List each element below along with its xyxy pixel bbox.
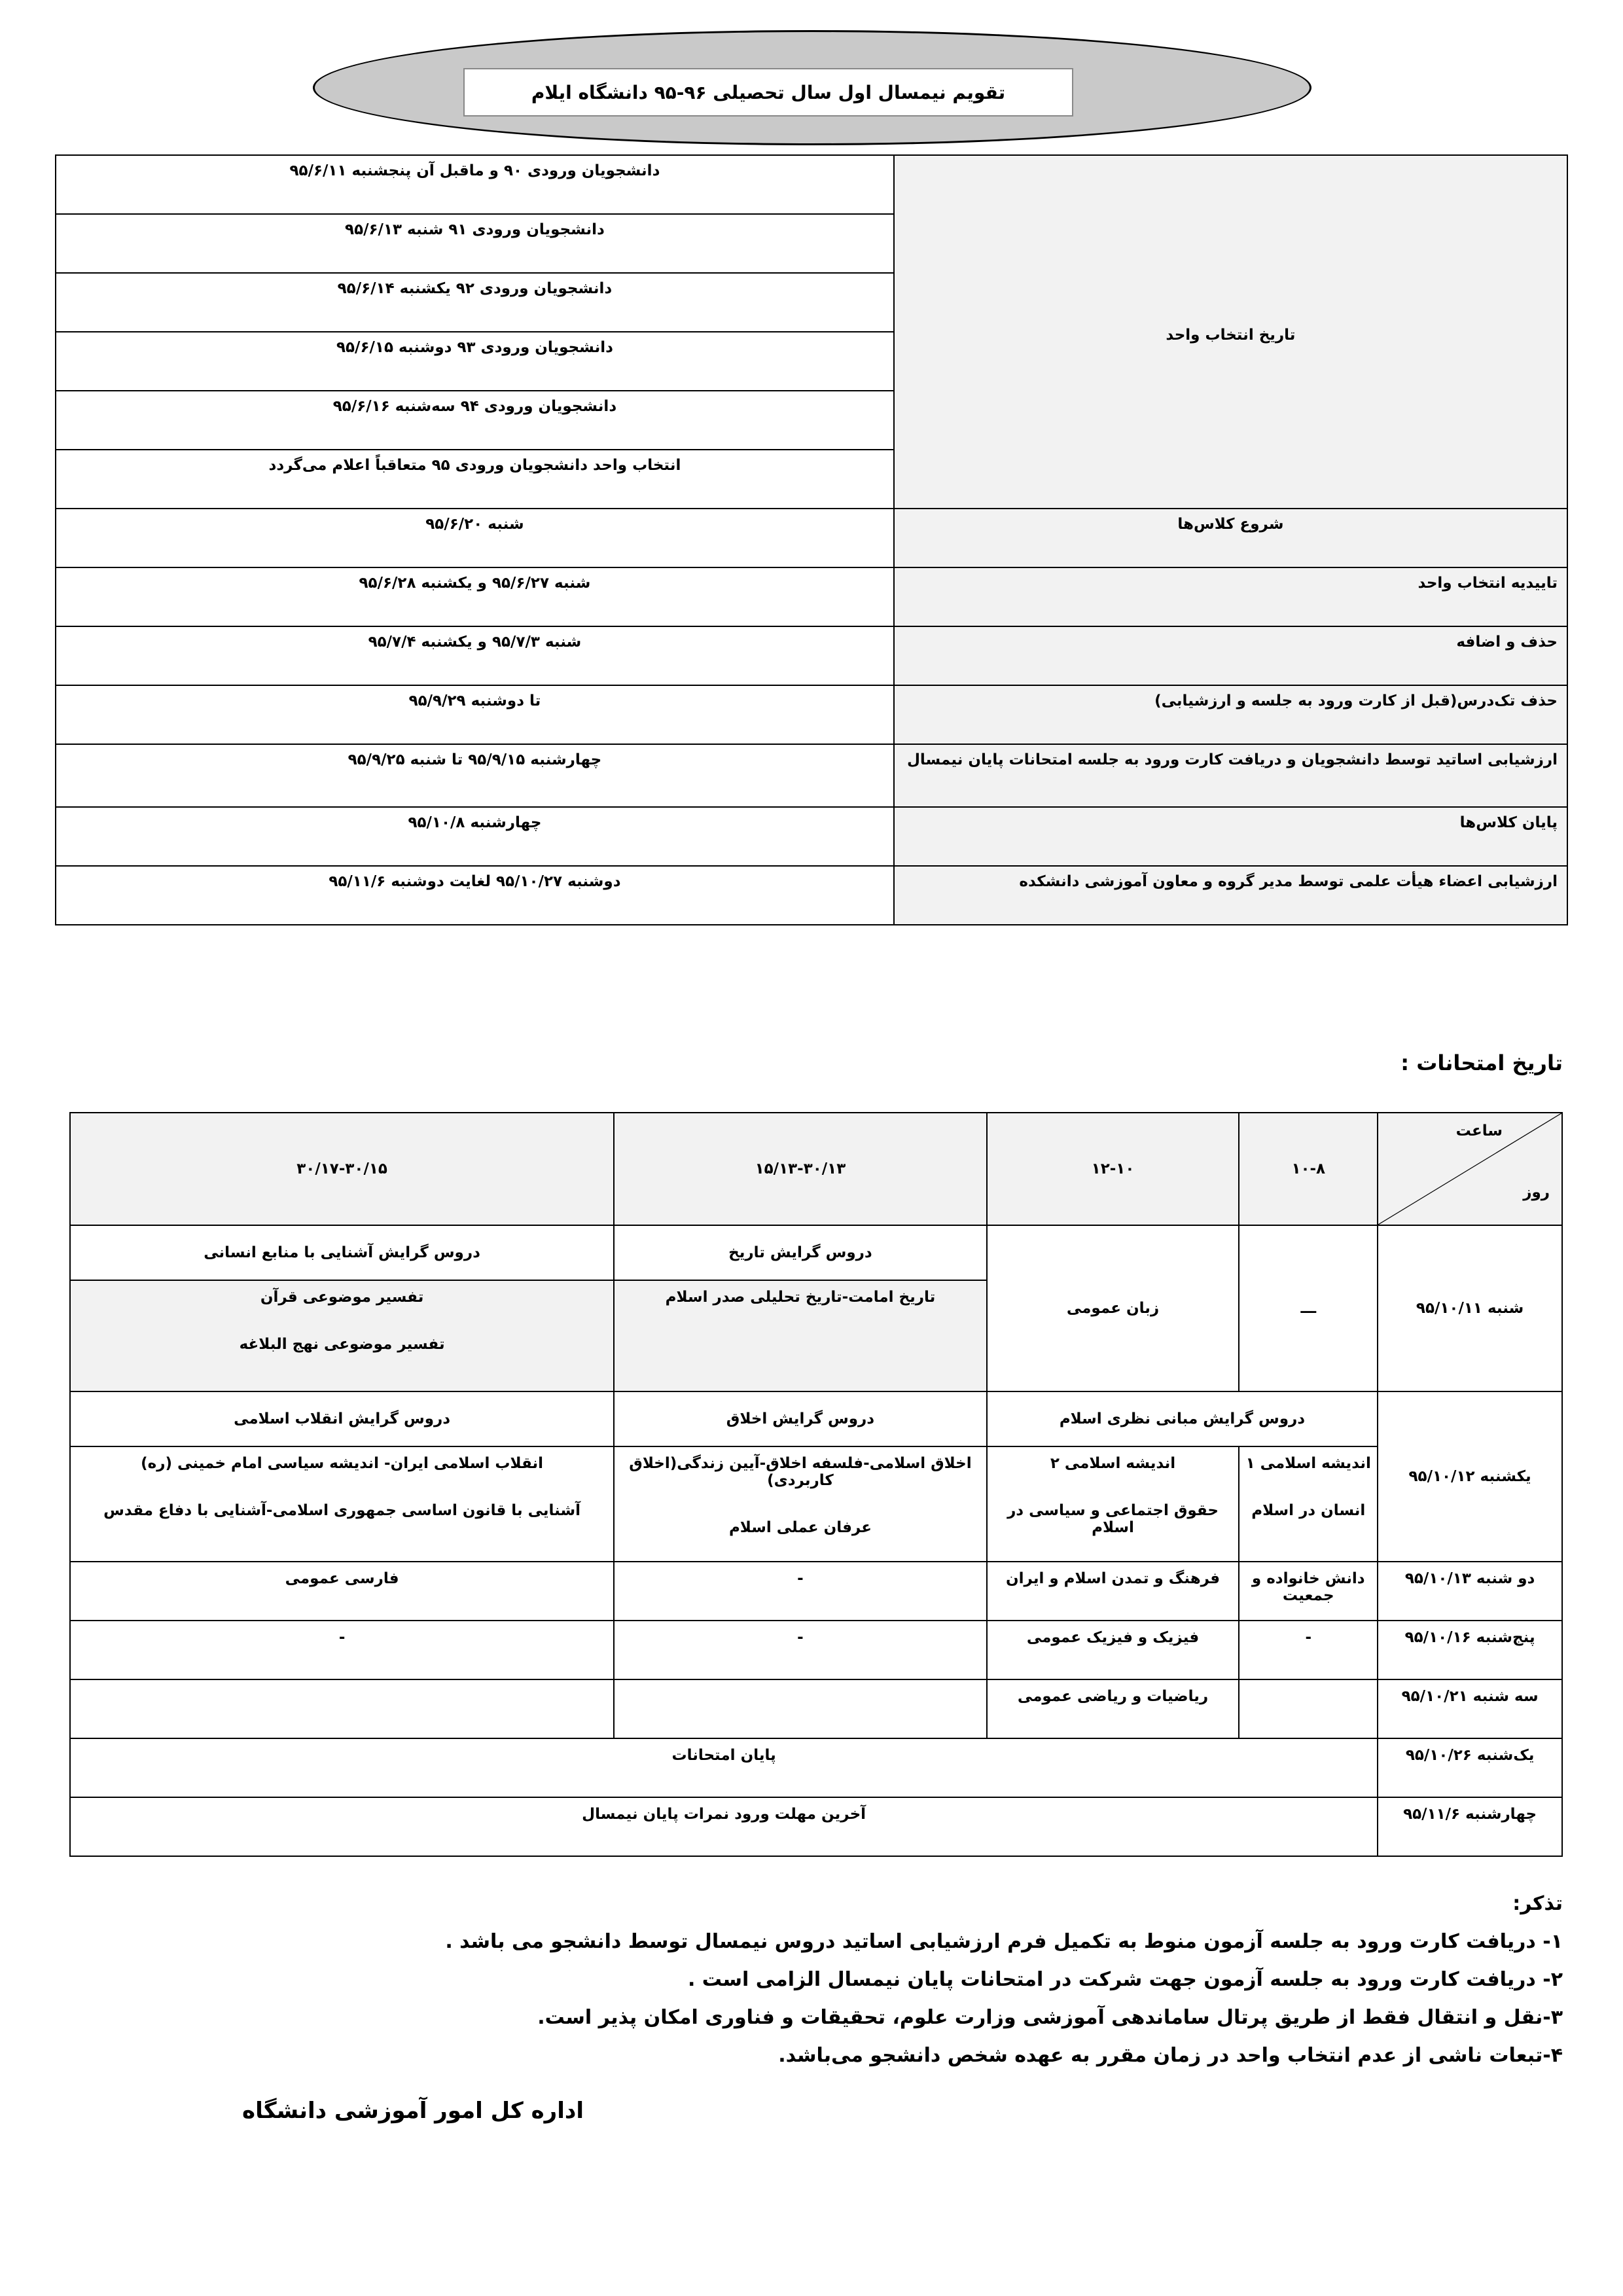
calendar-item-value: شنبه ۹۵/۶/۲۰: [56, 509, 894, 567]
exam-cell: دانش خانواده و جمعیت: [1239, 1562, 1378, 1621]
exam-note: آخرین مهلت ورود نمرات پایان نیمسال: [70, 1797, 1378, 1856]
unit-selection-row: دانشجویان ورودی ۹۳ دوشنبه ۹۵/۶/۱۵: [56, 332, 894, 391]
exam-cell: [614, 1679, 986, 1738]
calendar-item-value: تا دوشنبه ۹۵/۹/۲۹: [56, 685, 894, 744]
exam-course: تفسیر موضوعی قرآن: [260, 1289, 424, 1306]
exam-cell: [1239, 1446, 1378, 1562]
exam-date: پنج‌شنبه ۹۵/۱۰/۱۶: [1378, 1621, 1562, 1679]
exam-note: پایان امتحانات: [70, 1738, 1378, 1797]
header-day-label: روز: [1523, 1184, 1550, 1201]
exam-cell: [614, 1446, 986, 1562]
exam-group-heading: دروس گرایش تاریخ: [614, 1225, 986, 1280]
calendar-item-value: شنبه ۹۵/۶/۲۷ و یکشنبه ۹۵/۶/۲۸: [56, 567, 894, 626]
note-item: ۳-نقل و انتقال فقط از طریق پرتال ساماندهی آموزشی وزارت علوم، تحقیقات و فناوری امکان پذیر است.: [537, 2006, 1563, 2029]
calendar-item-value: شنبه ۹۵/۷/۳ و یکشنبه ۹۵/۷/۴: [56, 626, 894, 685]
exam-date: سه شنبه ۹۵/۱۰/۲۱: [1378, 1679, 1562, 1738]
exam-group-heading: دروس گرایش آشنایی با منابع انسانی: [70, 1225, 614, 1280]
exam-cell: فیزیک و فیزیک عمومی: [987, 1621, 1240, 1679]
calendar-item-label: حذف تک‌درس(قبل از کارت ورود به جلسه و ارزشیابی): [894, 685, 1567, 744]
exam-date: دو شنبه ۹۵/۱۰/۱۳: [1378, 1562, 1562, 1621]
exam-schedule-heading: تاریخ امتحانات :: [1400, 1050, 1563, 1075]
exam-course: عرفان عملی اسلام: [728, 1519, 872, 1536]
unit-selection-row: دانشجویان ورودی ۹۰ و ماقبل آن پنجشنبه ۹۵/۶/۱۱: [56, 155, 894, 214]
footer-signature: اداره کل امور آموزشی دانشگاه: [242, 2098, 584, 2124]
exam-course: انسان در اسلام: [1251, 1502, 1366, 1519]
exam-course: انقلاب اسلامی ایران- اندیشه سیاسی امام خمینی (ره): [141, 1455, 544, 1472]
exam-cell: تاریخ امامت-تاریخ تحلیلی صدر اسلام: [614, 1280, 986, 1391]
calendar-item-value: چهارشنبه ۹۵/۹/۱۵ تا شنبه ۹۵/۹/۲۵: [56, 744, 894, 807]
header-corner-cell: [1378, 1113, 1562, 1225]
note-item: ۴-تبعات ناشی از عدم انتخاب واحد در زمان مقرر به عهده شخص دانشجو می‌باشد.: [778, 2044, 1563, 2067]
header-slot: ۳۰/۱۷-۳۰/۱۵: [70, 1113, 614, 1225]
exam-schedule-table: [69, 1112, 1563, 1857]
exam-course: اندیشه اسلامی ۱: [1245, 1455, 1371, 1472]
notes-section: [445, 1885, 1563, 2075]
unit-selection-label: تاریخ انتخاب واحد: [894, 155, 1567, 509]
exam-cell: -: [1239, 1621, 1378, 1679]
exam-course: آشنایی با قانون اساسی جمهوری اسلامی-آشنایی با دفاع مقدس: [103, 1502, 581, 1519]
calendar-item-label: ارزشیابی اساتید توسط دانشجویان و دریافت کارت ورود به جلسه امتحانات پایان نیمسال: [894, 744, 1567, 807]
unit-selection-row: دانشجویان ورودی ۹۲ یکشنبه ۹۵/۶/۱۴: [56, 273, 894, 332]
exam-course: حقوق اجتماعی و سیاسی در اسلام: [1007, 1502, 1219, 1536]
calendar-item-label: شروع کلاس‌ها: [894, 509, 1567, 567]
unit-selection-row: دانشجویان ورودی ۹۱ شنبه ۹۵/۶/۱۳: [56, 214, 894, 273]
note-item: ۱- دریافت کارت ورود به جلسه آزمون منوط به تکمیل فرم ارزشیابی اساتید دروس نیمسال توسط دانشجو می باشد .: [445, 1930, 1563, 1953]
exam-course: تفسیر موضوعی نهج البلاغه: [239, 1336, 445, 1353]
exam-cell: [1239, 1679, 1378, 1738]
page-title: تقویم نیمسال اول سال تحصیلی ۹۶-۹۵ دانشگاه ایلام: [463, 68, 1073, 117]
exam-course: اندیشه اسلامی ۲: [1050, 1455, 1176, 1472]
calendar-item-label: پایان کلاس‌ها: [894, 807, 1567, 866]
notes-title: تذکر:: [1512, 1892, 1563, 1915]
exam-date: یک‌شنبه ۹۵/۱۰/۲۶: [1378, 1738, 1562, 1797]
unit-selection-row: انتخاب واحد دانشجویان ورودی ۹۵ متعاقباً اعلام می‌گردد: [56, 450, 894, 509]
exam-date: یکشنبه ۹۵/۱۰/۱۲: [1378, 1391, 1562, 1562]
exam-group-heading: دروس گرایش مبانی نظری اسلام: [987, 1391, 1378, 1446]
calendar-item-label: ارزشیابی اعضاء هیأت علمی توسط مدیر گروه و معاون آموزشی دانشکده: [894, 866, 1567, 925]
header-slot: ۱۲-۱۰: [987, 1113, 1240, 1225]
exam-group-heading: دروس گرایش اخلاق: [614, 1391, 986, 1446]
exam-cell: [70, 1446, 614, 1562]
exam-cell: -: [614, 1621, 986, 1679]
calendar-item-value: دوشنبه ۹۵/۱۰/۲۷ لغایت دوشنبه ۹۵/۱۱/۶: [56, 866, 894, 925]
exam-cell: -: [614, 1562, 986, 1621]
exam-cell: [70, 1679, 614, 1738]
unit-selection-row: دانشجویان ورودی ۹۴ سه‌شنبه ۹۵/۶/۱۶: [56, 391, 894, 450]
exam-cell: -: [70, 1621, 614, 1679]
exam-cell: ـــ: [1239, 1225, 1378, 1391]
exam-course: اخلاق اسلامی-فلسفه اخلاق-آیین زندگی(اخلاق کاربردی): [629, 1455, 972, 1489]
note-item: ۲- دریافت کارت ورود به جلسه آزمون جهت شرکت در امتحانات پایان نیمسال الزامی است .: [687, 1968, 1563, 1991]
exam-date: چهارشنبه ۹۵/۱۱/۶: [1378, 1797, 1562, 1856]
calendar-item-value: چهارشنبه ۹۵/۱۰/۸: [56, 807, 894, 866]
exam-cell: [987, 1446, 1240, 1562]
exam-date: شنبه ۹۵/۱۰/۱۱: [1378, 1225, 1562, 1391]
header-slot: ۱۰-۸: [1239, 1113, 1378, 1225]
exam-cell: ریاضیات و ریاضی عمومی: [987, 1679, 1240, 1738]
calendar-item-label: تاییدیه انتخاب واحد: [894, 567, 1567, 626]
exam-group-heading: دروس گرایش انقلاب اسلامی: [70, 1391, 614, 1446]
exam-cell: [70, 1280, 614, 1391]
exam-cell: فارسی عمومی: [70, 1562, 614, 1621]
exam-cell: زبان عمومی: [987, 1225, 1240, 1391]
calendar-item-label: حذف و اضافه: [894, 626, 1567, 685]
header-slot: ۱۵/۱۳-۳۰/۱۳: [614, 1113, 986, 1225]
semester-calendar-table: [55, 154, 1568, 925]
exam-cell: فرهنگ و تمدن اسلام و ایران: [987, 1562, 1240, 1621]
header-hour-label: ساعت: [1455, 1122, 1503, 1139]
